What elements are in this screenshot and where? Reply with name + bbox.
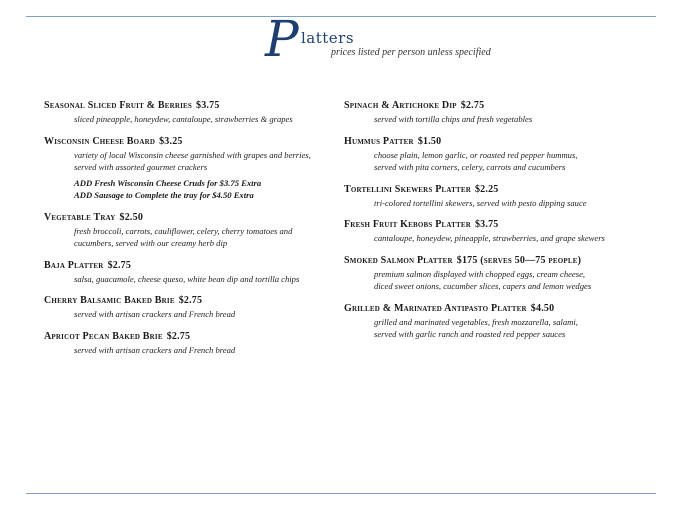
menu-item-addon: ADD Sausage to Complete the tray for $4.50 Extra — [74, 190, 254, 200]
menu-column-left — [44, 99, 344, 365]
menu-item-description: diced sweet onions, cucumber slices, capers and lemon wedges — [374, 281, 592, 291]
bottom-divider — [26, 493, 656, 494]
menu-item-description: served with assorted gourmet crackers — [74, 162, 208, 172]
menu-item-price: $1.50 — [417, 135, 442, 147]
menu-item-price: $2.75 — [166, 330, 191, 342]
menu-item-name: Cherry Balsamic Baked Brie — [44, 295, 175, 306]
menu-item-description: cucumbers, served with our creamy herb dip — [74, 238, 228, 248]
menu-item-description: tri-colored tortellini skewers, served with pesto dipping sauce — [374, 197, 587, 208]
menu-item-price: $2.75 — [460, 100, 485, 111]
menu-item-name: Wisconsin Cheese Board — [44, 135, 156, 147]
menu-item-name: Tortellini Skewers Platter — [344, 183, 471, 195]
menu-item — [44, 211, 344, 250]
menu-item — [44, 99, 344, 126]
menu-item — [344, 135, 664, 174]
menu-item — [344, 218, 664, 245]
menu-item-description: served with artisan crackers and French bread — [74, 344, 236, 355]
menu-item-price: $3.25 — [159, 135, 183, 147]
menu-item-price: $2.50 — [119, 211, 144, 223]
menu-column-right — [344, 99, 664, 350]
menu-item — [344, 254, 664, 293]
menu-item-addon: ADD Fresh Wisconsin Cheese Cruds for $3.75 Extra — [74, 177, 262, 188]
menu-item — [44, 259, 344, 286]
menu-item-title — [44, 135, 344, 149]
menu-item-name: Vegetable Tray — [44, 211, 116, 223]
top-divider — [26, 16, 656, 17]
menu-item-title — [344, 183, 664, 197]
menu-item-name: Baja Platter — [44, 259, 104, 271]
menu-item — [44, 330, 344, 357]
menu-item — [344, 183, 664, 210]
page-title: latters — [301, 29, 355, 47]
menu-item-price: $2.25 — [474, 183, 499, 195]
menu-item-description: served with tortilla chips and fresh vegetables — [374, 114, 533, 124]
menu-item-title — [344, 218, 664, 232]
page-subtitle: prices listed per person unless specified — [331, 47, 491, 58]
menu-item-price: $175 (serves 50—75 people) — [456, 254, 582, 266]
menu-item-price: $3.75 — [196, 100, 220, 111]
menu-item-title — [344, 135, 664, 149]
menu-item — [44, 135, 344, 202]
menu-item-title — [344, 99, 664, 113]
menu-item-name: Spinach & Artichoke Dip — [344, 100, 457, 111]
menu-item-description: sliced pineapple, honeydew, cantaloupe, strawberries & grapes — [74, 114, 293, 124]
menu-item-title — [344, 254, 664, 268]
menu-item-description: premium salmon displayed with chopped eggs, cream cheese, — [374, 268, 586, 279]
menu-item — [344, 302, 664, 341]
menu-item-price: $4.50 — [530, 302, 555, 314]
menu-item-description: variety of local Wisconsin cheese garnished with grapes and berries, — [74, 149, 311, 160]
menu-item-name: Smoked Salmon Platter — [344, 254, 453, 266]
title-initial: P — [265, 10, 299, 68]
menu-item-description: fresh broccoli, carrots, cauliflower, celery, cherry tomatoes and — [74, 225, 293, 236]
menu-item-title — [44, 294, 344, 308]
menu-item-description: served with pita corners, celery, carrots and cucumbers — [374, 162, 566, 172]
menu-item — [44, 294, 344, 321]
menu-item-name: Hummus Patter — [344, 135, 414, 147]
menu-item-name: Apricot Pecan Baked Brie — [44, 330, 163, 342]
menu-item-price: $3.75 — [474, 219, 499, 230]
menu-item-title — [44, 99, 344, 113]
menu-item-description: served with artisan crackers and French bread — [74, 309, 236, 319]
menu-item-name: Fresh Fruit Kebobs Platter — [344, 219, 471, 230]
menu-item — [344, 99, 664, 126]
menu-item-name: Grilled & Marinated Antipasto Platter — [344, 302, 527, 314]
menu-item-price: $2.75 — [107, 259, 132, 271]
menu-item-price: $2.75 — [178, 295, 203, 306]
menu-item-description: salsa, guacamole, cheese queso, white bean dip and tortilla chips — [74, 273, 300, 284]
menu-item-name: Seasonal Sliced Fruit & Berries — [44, 100, 193, 111]
menu-item-description: choose plain, lemon garlic, or roasted red pepper hummus, — [374, 149, 578, 160]
menu-item-title — [44, 259, 344, 273]
menu-item-description: grilled and marinated vegetables, fresh mozzarella, salami, — [374, 316, 578, 327]
menu-item-title — [44, 330, 344, 344]
menu-item-description: served with garlic ranch and roasted red pepper sauces — [374, 329, 566, 339]
menu-item-title — [44, 211, 344, 225]
menu-item-description: cantaloupe, honeydew, pineapple, strawberries, and grape skewers — [374, 233, 605, 243]
menu-item-title — [344, 302, 664, 316]
page-header — [265, 10, 525, 72]
